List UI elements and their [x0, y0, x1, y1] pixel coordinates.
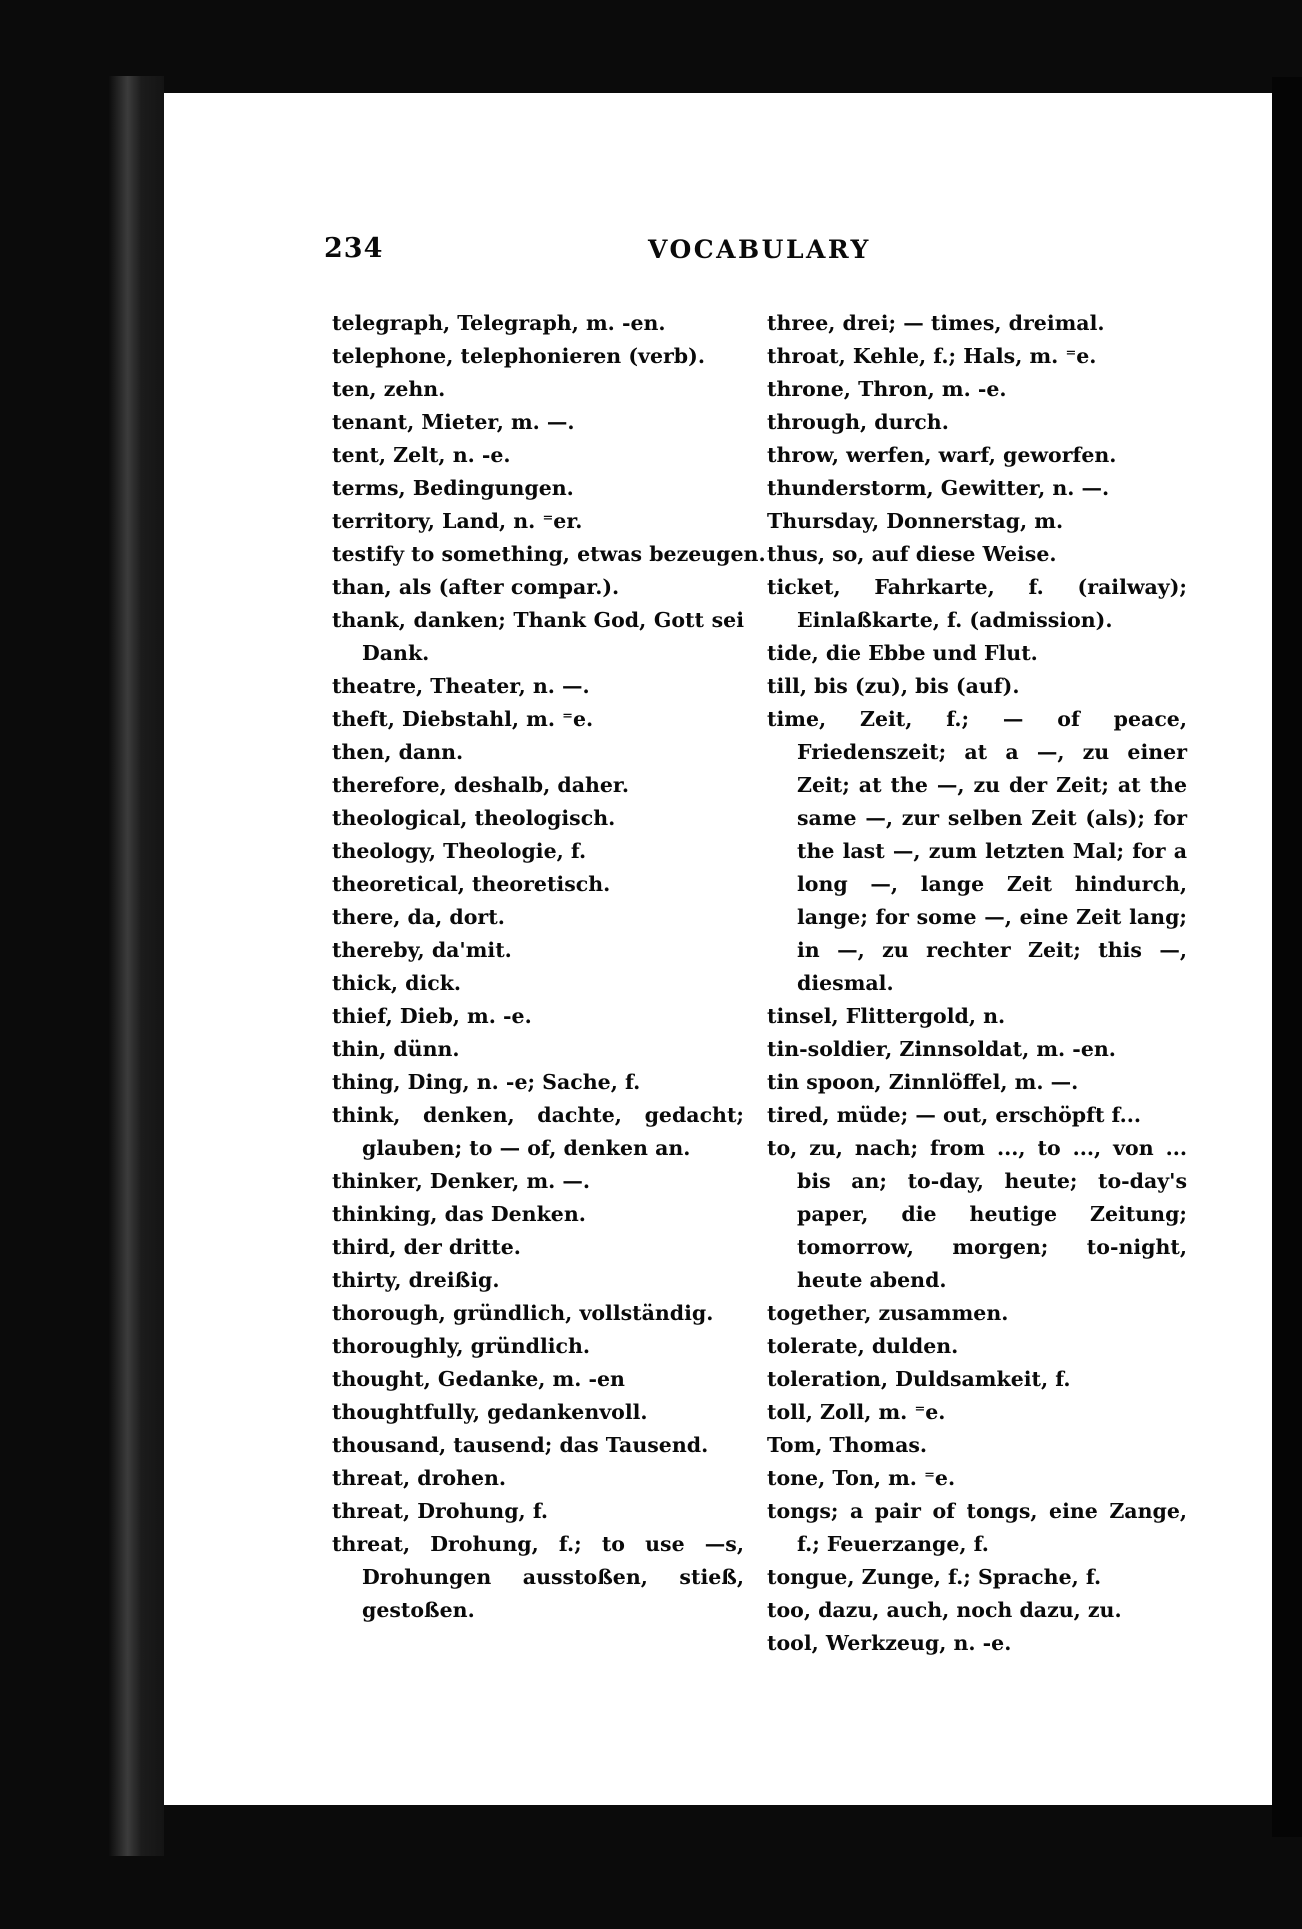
dictionary-entry: threat, Drohung, f.; to use —s, Drohungen ausstoßen, stieß, gestoßen.	[332, 1532, 744, 1622]
dictionary-entry: testify to something, etwas bezeugen.	[332, 542, 766, 566]
page-header	[164, 233, 1272, 267]
dictionary-entry: ten, zehn.	[332, 377, 446, 401]
dictionary-entry: thereby, da'mit.	[332, 938, 512, 962]
dictionary-entry: tired, müde; — out, erschöpft f...	[767, 1103, 1142, 1127]
dictionary-entry: third, der dritte.	[332, 1235, 521, 1259]
dictionary-entry: throne, Thron, m. -e.	[767, 377, 1007, 401]
dictionary-entry: Tom, Thomas.	[767, 1433, 928, 1457]
dictionary-entry: till, bis (zu), bis (auf).	[767, 674, 1020, 698]
dictionary-entry: thirty, dreißig.	[332, 1268, 500, 1292]
dictionary-entry: therefore, deshalb, daher.	[332, 773, 629, 797]
dictionary-entry: thunderstorm, Gewitter, n. —.	[767, 476, 1110, 500]
dictionary-entry: than, als (after compar.).	[332, 575, 620, 599]
dictionary-entry: telephone, telephonieren (verb).	[332, 344, 705, 368]
dictionary-entry: thousand, tausend; das Tausend.	[332, 1433, 709, 1457]
dictionary-entry: threat, Drohung, f.	[332, 1499, 549, 1523]
dictionary-entry: thick, dick.	[332, 971, 462, 995]
dictionary-entry: there, da, dort.	[332, 905, 505, 929]
dictionary-entry: to, zu, nach; from ..., to ..., von ... bis an; to-day, heute; to-day's paper, die heutige Zeitung; tomorrow, morgen; to-night, heute abend.	[767, 1136, 1187, 1292]
dictionary-entry: tin-soldier, Zinnsoldat, m. -en.	[767, 1037, 1116, 1061]
book-spine	[108, 76, 164, 1856]
dictionary-entry: through, durch.	[767, 410, 949, 434]
dictionary-entry: threat, drohen.	[332, 1466, 507, 1490]
dictionary-entry: tongs; a pair of tongs, eine Zange, f.; Feuerzange, f.	[767, 1499, 1187, 1556]
right-column	[767, 307, 1187, 1660]
dictionary-entry: tent, Zelt, n. -e.	[332, 443, 511, 467]
dictionary-entry: theatre, Theater, n. —.	[332, 674, 590, 698]
dictionary-entry: thief, Dieb, m. -e.	[332, 1004, 532, 1028]
dictionary-entry: terms, Bedingungen.	[332, 476, 574, 500]
dictionary-entry: tinsel, Flittergold, n.	[767, 1004, 1006, 1028]
dictionary-entry: thinking, das Denken.	[332, 1202, 586, 1226]
dictionary-entry: tenant, Mieter, m. —.	[332, 410, 575, 434]
dictionary-entry: thank, danken; Thank God, Gott sei Dank.	[332, 608, 744, 665]
dictionary-entry: thoroughly, gründlich.	[332, 1334, 591, 1358]
dictionary-entry: thoughtfully, gedankenvoll.	[332, 1400, 648, 1424]
dictionary-entry: ticket, Fahrkarte, f. (railway); Einlaßkarte, f. (admission).	[767, 575, 1187, 632]
book-page	[164, 93, 1272, 1805]
dictionary-entry: theft, Diebstahl, m. ⁼e.	[332, 707, 594, 731]
dictionary-entry: toll, Zoll, m. ⁼e.	[767, 1400, 946, 1424]
dictionary-entry: toleration, Duldsamkeit, f.	[767, 1367, 1071, 1391]
dictionary-entry: thinker, Denker, m. —.	[332, 1169, 591, 1193]
dictionary-entry: tin spoon, Zinnlöffel, m. —.	[767, 1070, 1079, 1094]
dictionary-entry: thin, dünn.	[332, 1037, 460, 1061]
dictionary-entry: thought, Gedanke, m. -en	[332, 1367, 625, 1391]
dictionary-entry: tolerate, dulden.	[767, 1334, 959, 1358]
dictionary-entry: theological, theologisch.	[332, 806, 616, 830]
dictionary-entry: thorough, gründlich, vollständig.	[332, 1301, 714, 1325]
dictionary-entry: throat, Kehle, f.; Hals, m. ⁼e.	[767, 344, 1097, 368]
dictionary-entry: too, dazu, auch, noch dazu, zu.	[767, 1598, 1122, 1622]
dictionary-entry: time, Zeit, f.; — of peace, Friedenszeit; at a —, zu einer Zeit; at the —, zu der Zeit; at the same —, zur selben Zeit (als); for the last —, zum letzten Mal; for a long —, lange Zeit hindurch, lange; for some —, eine Zeit lang; in —, zu rechter Zeit; this —, diesmal.	[767, 707, 1187, 995]
page-number: 234	[324, 233, 384, 264]
dictionary-entry: theology, Theologie, f.	[332, 839, 587, 863]
dictionary-entry: tone, Ton, m. ⁼e.	[767, 1466, 956, 1490]
running-head: VOCABULARY	[648, 235, 871, 264]
dictionary-entry: tongue, Zunge, f.; Sprache, f.	[767, 1565, 1102, 1589]
dictionary-entry: then, dann.	[332, 740, 464, 764]
dictionary-entry: tide, die Ebbe und Flut.	[767, 641, 1038, 665]
dictionary-entry: tool, Werkzeug, n. -e.	[767, 1631, 1012, 1655]
dictionary-entry: thus, so, auf diese Weise.	[767, 542, 1057, 566]
dictionary-entry: thing, Ding, n. -e; Sache, f.	[332, 1070, 641, 1094]
dictionary-entry: telegraph, Telegraph, m. -en.	[332, 311, 666, 335]
dictionary-entry: three, drei; — times, dreimal.	[767, 311, 1105, 335]
dictionary-entry: throw, werfen, warf, geworfen.	[767, 443, 1117, 467]
dictionary-entry: together, zusammen.	[767, 1301, 1009, 1325]
dictionary-entry: theoretical, theoretisch.	[332, 872, 611, 896]
left-column	[332, 307, 766, 1627]
dictionary-entry: Thursday, Donnerstag, m.	[767, 509, 1064, 533]
dictionary-entry: territory, Land, n. ⁼er.	[332, 509, 583, 533]
dictionary-entry: think, denken, dachte, gedacht; glauben; to — of, denken an.	[332, 1103, 744, 1160]
